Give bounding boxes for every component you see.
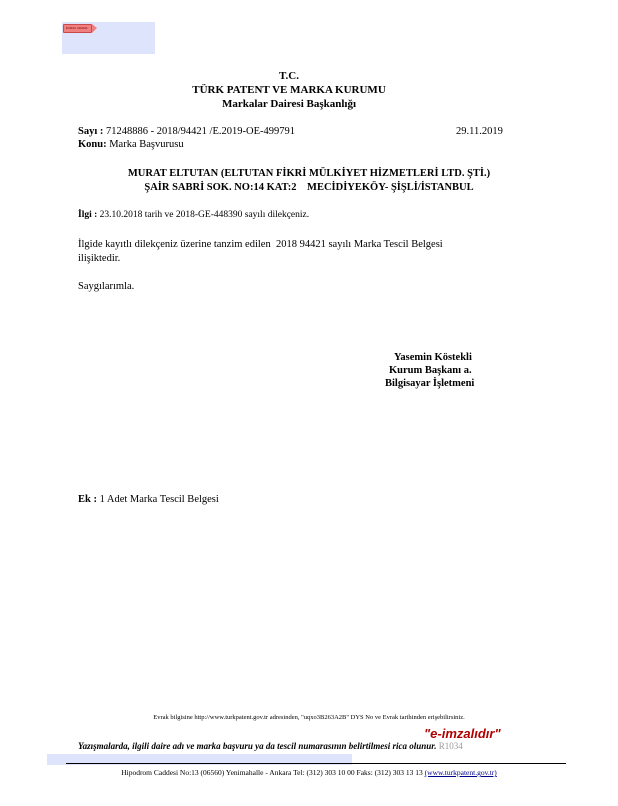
document-date: 29.11.2019 xyxy=(456,126,503,137)
header-tc: T.C. xyxy=(279,70,299,82)
ilgi-value: 23.10.2018 tarih ve 2018-GE-448390 sayılı dilekçeniz. xyxy=(99,210,310,220)
address-text: Hipodrom Caddesi No:13 (06560) Yenimahalle - Ankara Tel: (312) 303 10 00 Faks: (312) 303 13 13 xyxy=(121,768,423,777)
correspondence-note xyxy=(78,741,463,751)
header-institution: TÜRK PATENT VE MARKA KURUMU xyxy=(192,84,386,96)
konu-label: Konu: xyxy=(78,139,107,150)
header-department: Markalar Dairesi Başkanlığı xyxy=(221,98,357,110)
sayi-label: Sayı : xyxy=(78,126,104,137)
konu-value: Marka Başvurusu xyxy=(109,139,184,150)
correspondence-text: Yazışmalarda, ilgili daire adı ve marka başvuru ya da tescil numarasının belirtilmesi rica olunur. xyxy=(78,741,437,751)
verification-note: Evrak bilgisine http://www.turkpatent.gov.tr adresinden, "uqxo3B263A2B" DYS No ve Evrak tarihinden erişebilirsiniz. xyxy=(153,714,465,721)
sayi-value: 71248886 - 2018/94421 /E.2019-OE-499791 xyxy=(106,126,296,137)
signatory-title: Kurum Başkanı a. xyxy=(389,365,472,376)
barcode-sticker xyxy=(62,22,155,54)
ilgi-line xyxy=(78,210,309,220)
sticker-tag xyxy=(63,24,92,33)
body-paragraph-line1: İlgide kayıtlı dilekçeniz üzerine tanzim edilen 2018 94421 sayılı Marka Tescil Belgesi xyxy=(78,239,443,250)
footer-divider xyxy=(66,763,566,764)
closing-text: Saygılarımla. xyxy=(78,281,135,292)
e-signature-mark: "e-imzalıdır" xyxy=(424,726,501,741)
ilgi-label: İlgi : xyxy=(78,210,98,220)
attachment-value: 1 Adet Marka Tescil Belgesi xyxy=(99,494,219,505)
signatory-name: Yasemin Köstekli xyxy=(394,352,472,363)
website-link[interactable]: (www.turkpatent.gov.tr) xyxy=(424,768,497,777)
sayi-line xyxy=(78,126,295,137)
body-paragraph-line2: ilişiktedir. xyxy=(78,253,121,264)
sticker-tag-label: EVRAK ARAMA xyxy=(66,26,88,30)
recipient-address: ŞAİR SABRİ SOK. NO:14 KAT:2 MECİDİYEKÖY- ŞİŞLİ/İSTANBUL xyxy=(144,182,474,193)
konu-line xyxy=(78,139,184,150)
form-code: R1034 xyxy=(438,741,463,751)
footer-address xyxy=(0,768,618,777)
attachment-label: Ek : xyxy=(78,494,97,505)
signatory-position: Bilgisayar İşletmeni xyxy=(385,378,475,389)
attachment-line xyxy=(78,494,219,505)
recipient-name: MURAT ELTUTAN (ELTUTAN FİKRİ MÜLKİYET HİZMETLERİ LTD. ŞTİ.) xyxy=(127,168,491,179)
